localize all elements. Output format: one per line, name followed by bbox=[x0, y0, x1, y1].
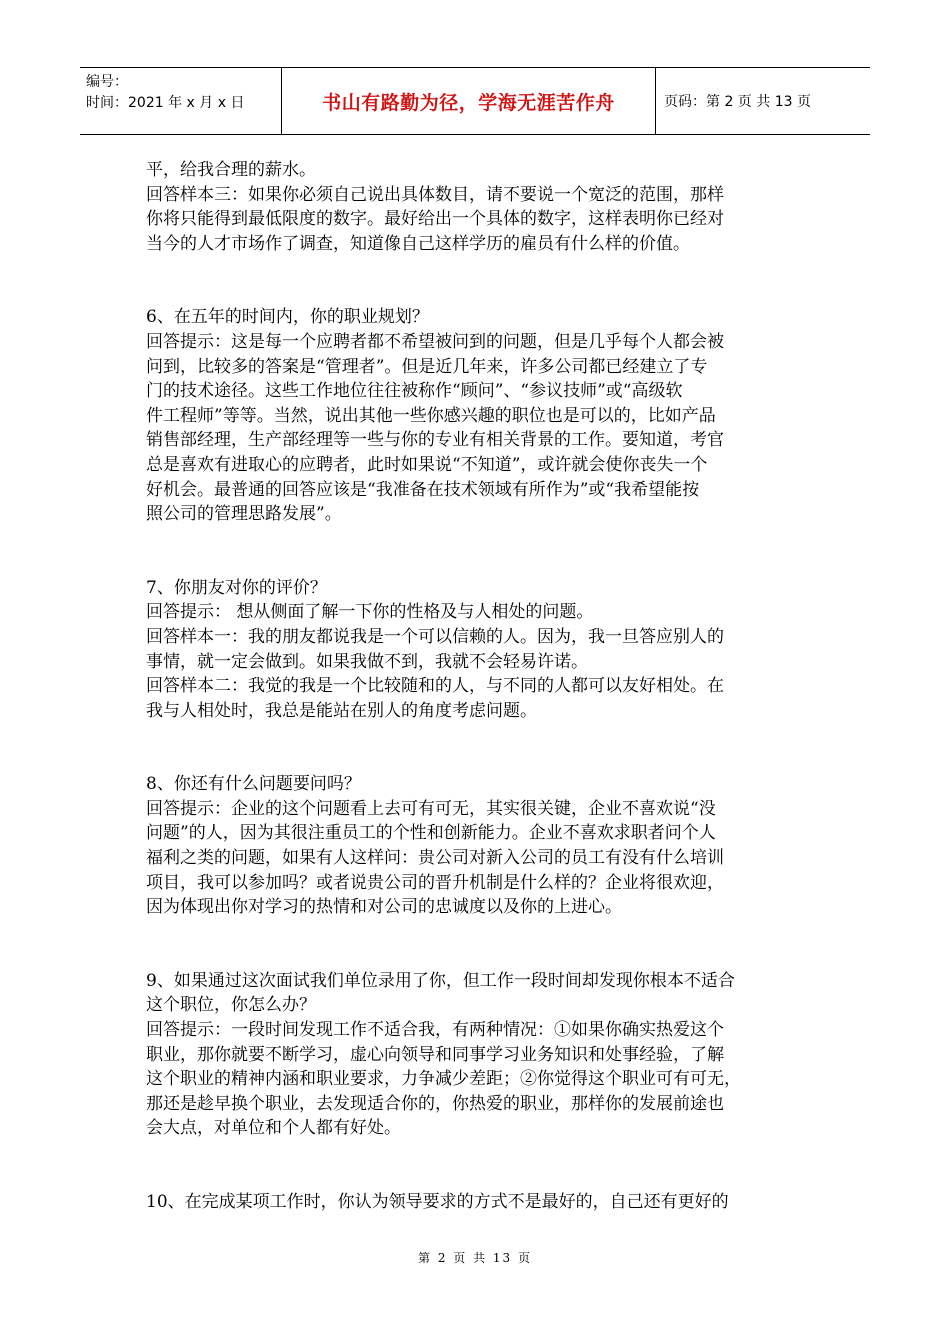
text-line: 职业，那你就要不断学习，虚心向领导和同事学习业务知识和处事经验，了解 bbox=[146, 1044, 724, 1065]
section-question-8 bbox=[146, 772, 806, 920]
text-line: 回答提示：企业的这个问题看上去可有可无，其实很关键，企业不喜欢说“没 bbox=[146, 798, 716, 819]
question-heading: 8、你还有什么问题要问吗？ bbox=[146, 774, 361, 795]
text-line: 回答提示：一段时间发现工作不适合我，有两种情况：①如果你确实热爱这个 bbox=[146, 1020, 724, 1041]
text-line: 回答样本三：如果你必须自己说出具体数目，请不要说一个宽泛的范围，那样 bbox=[146, 184, 724, 205]
text-line: 照公司的管理思路发展”。 bbox=[146, 504, 342, 525]
text-line: 回答样本一：我的朋友都说我是一个可以信赖的人。因为，我一旦答应别人的 bbox=[146, 626, 724, 647]
header-number-label: 编号： bbox=[86, 74, 128, 90]
text-line: 我与人相处时，我总是能站在别人的角度考虑问题。 bbox=[146, 700, 537, 721]
section-question-10 bbox=[146, 1190, 806, 1215]
text-line: 销售部经理，生产部经理等一些与你的专业有相关背景的工作。要知道，考官 bbox=[146, 430, 724, 451]
text-line: 总是喜欢有进取心的应聘者，此时如果说“不知道”，或许就会使你丧失一个 bbox=[146, 454, 708, 475]
text-line: 项目，我可以参加吗？或者说贵公司的晋升机制是什么样的？企业将很欢迎， bbox=[146, 872, 724, 893]
section-question-7 bbox=[146, 576, 806, 724]
text-line: 回答提示： 想从侧面了解一下你的性格及与人相处的问题。 bbox=[146, 602, 594, 623]
question-heading: 6、在五年的时间内，你的职业规划？ bbox=[146, 307, 429, 328]
section-question-6 bbox=[146, 305, 806, 526]
text-line: 这个职业的精神内涵和职业要求，力争减少差距；②你觉得这个职业可有可无， bbox=[146, 1069, 741, 1090]
document-body bbox=[146, 158, 806, 1215]
text-line: 平，给我合理的薪水。 bbox=[146, 160, 316, 180]
text-line: 门的技术途径。这些工作地位往往被称作“顾问”、“参议技师”或“高级软 bbox=[146, 381, 683, 402]
text-line: 问题”的人，因为其很注重员工的个性和创新能力。企业不喜欢求职者问个人 bbox=[146, 823, 716, 844]
text-line: 因为体现出你对学习的热情和对公司的忠诚度以及你的上进心。 bbox=[146, 897, 622, 918]
question-heading: 这个职位，你怎么办？ bbox=[146, 995, 316, 1016]
question-heading: 9、如果通过这次面试我们单位录用了你，但工作一段时间却发现你根本不适合 bbox=[146, 970, 735, 991]
header-motto: 书山有路勤为径，学海无涯苦作舟 bbox=[282, 68, 656, 134]
header-meta bbox=[80, 68, 282, 134]
text-line: 当今的人才市场作了调查，知道像自己这样学历的雇员有什么样的价值。 bbox=[146, 233, 690, 254]
text-line: 福利之类的问题，如果有人这样问：贵公司对新入公司的员工有没有什么培训 bbox=[146, 848, 724, 869]
text-line: 事情，就一定会做到。如果我做不到，我就不会轻易许诺。 bbox=[146, 651, 588, 672]
page-footer: 第 2 页 共 13 页 bbox=[418, 1251, 532, 1265]
text-line: 好机会。最普通的回答应该是“我准备在技术领域有所作为”或“我希望能按 bbox=[146, 479, 700, 500]
text-line: 你将只能得到最低限度的数字。最好给出一个具体的数字，这样表明你已经对 bbox=[146, 209, 724, 230]
question-heading: 7、你朋友对你的评价？ bbox=[146, 577, 327, 598]
page-header bbox=[80, 67, 870, 135]
text-line: 件工程师”等等。当然，说出其他一些你感兴趣的职位也是可以的，比如产品 bbox=[146, 405, 716, 426]
section-intro bbox=[146, 158, 806, 256]
question-heading: 10、在完成某项工作时，你认为领导要求的方式不是最好的，自己还有更好的 bbox=[146, 1192, 729, 1212]
text-line: 会大点，对单位和个人都有好处。 bbox=[146, 1118, 401, 1139]
text-line: 那还是趁早换个职业，去发现适合你的，你热爱的职业，那样你的发展前途也 bbox=[146, 1093, 724, 1114]
text-line: 问到，比较多的答案是“管理者”。但是近几年来，许多公司都已经建立了专 bbox=[146, 356, 708, 377]
header-date-label: 时间：2021 年 x 月 x 日 bbox=[86, 95, 245, 111]
text-line: 回答样本二：我觉的我是一个比较随和的人，与不同的人都可以友好相处。在 bbox=[146, 676, 724, 697]
section-question-9 bbox=[146, 969, 806, 1141]
header-page-label: 页码：第 2 页 共 13 页 bbox=[664, 94, 811, 110]
text-line: 回答提示：这是每一个应聘者都不希望被问到的问题，但是几乎每个人都会被 bbox=[146, 331, 724, 352]
